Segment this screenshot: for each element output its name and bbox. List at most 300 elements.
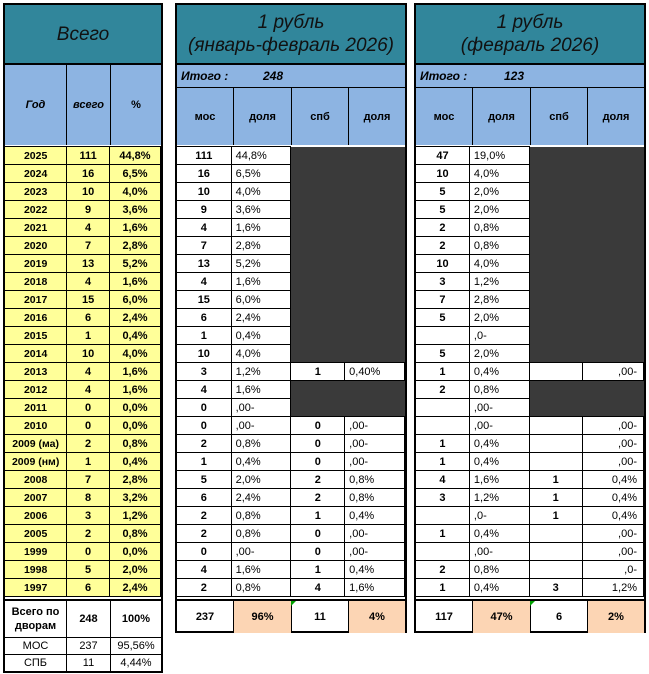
mos-cell: 5 — [416, 345, 470, 363]
mos-cell: 2 — [416, 219, 470, 237]
header-share-spb: доля — [588, 88, 644, 145]
total-spb: 6 — [531, 601, 588, 633]
mos-cell: 4 — [416, 471, 470, 489]
count-cell: 10 — [67, 345, 110, 363]
share-mos-cell: 0,8% — [469, 561, 529, 579]
data-row — [416, 381, 644, 399]
share-mos-cell: 1,6% — [231, 561, 291, 579]
mos-cell — [416, 327, 470, 345]
data-row — [416, 309, 644, 327]
share-mos-cell: 0,8% — [231, 507, 291, 525]
mos-cell: 4 — [177, 561, 232, 579]
year-cell: 1997 — [5, 579, 67, 597]
share-spb-cell — [582, 219, 643, 237]
share-mos-cell: 4,0% — [469, 165, 529, 183]
feb-block — [414, 3, 646, 633]
share-spb-cell — [582, 201, 643, 219]
year-cell: 2009 (ма) — [5, 435, 67, 453]
year-row — [5, 579, 161, 597]
share-spb-cell — [345, 381, 405, 399]
mos-cell: 1 — [416, 525, 470, 543]
percent-cell: 2,8% — [109, 237, 160, 255]
data-row — [416, 327, 644, 345]
mos-cell: 0 — [177, 399, 232, 417]
mos-cell: 111 — [177, 147, 232, 165]
mos-cell: 1 — [177, 453, 232, 471]
total-mos: 117 — [416, 601, 473, 633]
spb-cell — [291, 273, 345, 291]
mos-cell: 5 — [416, 201, 470, 219]
mos-cell: 2 — [416, 237, 470, 255]
data-row — [177, 489, 405, 507]
year-row — [5, 345, 161, 363]
data-row — [416, 561, 644, 579]
total-share-spb: 2% — [588, 601, 644, 633]
percent-cell: 1,6% — [109, 381, 160, 399]
data-row — [177, 561, 405, 579]
mos-cell: 2 — [177, 525, 232, 543]
count-cell: 16 — [67, 165, 110, 183]
share-spb-cell: ,00- — [582, 525, 643, 543]
year-row — [5, 363, 161, 381]
year-cell: 2009 (нм) — [5, 453, 67, 471]
share-spb-cell: 0,4% — [582, 489, 643, 507]
data-row — [416, 255, 644, 273]
share-mos-cell: 1,6% — [231, 381, 291, 399]
percent-cell: 6,5% — [109, 165, 160, 183]
year-row — [5, 543, 161, 561]
feb-table — [415, 146, 644, 597]
header-mos: мос — [416, 88, 473, 145]
share-mos-cell: 1,6% — [231, 219, 291, 237]
share-mos-cell: 5,2% — [231, 255, 291, 273]
share-spb-cell: ,00- — [345, 435, 405, 453]
spb-cell: 1 — [291, 363, 345, 381]
mos-cell: 7 — [177, 237, 232, 255]
spb-cell — [529, 201, 582, 219]
data-row — [416, 435, 644, 453]
share-mos-cell: 1,6% — [469, 471, 529, 489]
share-spb-cell: ,00- — [345, 417, 405, 435]
share-spb-cell — [582, 399, 643, 417]
count-cell: 13 — [67, 255, 110, 273]
spb-cell — [529, 381, 582, 399]
share-mos-cell: 0,8% — [469, 219, 529, 237]
spb-cell: 1 — [529, 507, 582, 525]
mos-cell: 2 — [416, 561, 470, 579]
data-row — [416, 219, 644, 237]
data-row — [416, 363, 644, 381]
share-mos-cell: 2,4% — [231, 309, 291, 327]
data-row — [416, 579, 644, 597]
count-cell: 9 — [67, 201, 110, 219]
share-mos-cell: 0,4% — [469, 525, 529, 543]
share-mos-cell: 1,2% — [469, 273, 529, 291]
year-row — [5, 435, 161, 453]
header-spb: спб — [292, 88, 349, 145]
share-mos-cell: 1,6% — [231, 273, 291, 291]
data-row — [416, 147, 644, 165]
share-mos-cell: 1,2% — [231, 363, 291, 381]
data-row — [177, 201, 405, 219]
spb-cell — [529, 183, 582, 201]
share-mos-cell: 4,0% — [231, 183, 291, 201]
data-row — [177, 255, 405, 273]
spb-cell: 0 — [291, 525, 345, 543]
spb-cell — [291, 345, 345, 363]
spb-cell: 0 — [291, 417, 345, 435]
share-spb-cell: ,00- — [582, 543, 643, 561]
mos-cell — [416, 543, 470, 561]
share-spb-cell: 0,4% — [582, 507, 643, 525]
mos-cell: 0 — [177, 543, 232, 561]
year-row — [5, 471, 161, 489]
summary-table — [4, 146, 161, 597]
year-cell: 2021 — [5, 219, 67, 237]
percent-cell: 2,4% — [109, 579, 160, 597]
spb-cell: 1 — [291, 507, 345, 525]
summary-total-row — [5, 599, 161, 638]
header-mos: мос — [177, 88, 234, 145]
data-row — [177, 309, 405, 327]
itogo-value: 248 — [263, 69, 284, 83]
share-mos-cell: 2,0% — [469, 345, 529, 363]
feb-header — [416, 88, 644, 145]
jan-feb-title-line1: 1 рубль — [257, 12, 325, 33]
percent-cell: 0,8% — [109, 525, 160, 543]
share-spb-cell — [345, 255, 405, 273]
mos-cell: 1 — [416, 453, 470, 471]
spb-cell — [529, 543, 582, 561]
share-spb-cell — [345, 309, 405, 327]
total-share-spb: 4% — [349, 601, 405, 633]
percent-cell: 2,0% — [109, 561, 160, 579]
jan-feb-title — [177, 5, 405, 65]
percent-cell: 2,4% — [109, 309, 160, 327]
spb-cell: 2 — [291, 489, 345, 507]
year-cell: 2012 — [5, 381, 67, 399]
spb-cell — [529, 219, 582, 237]
mos-cell: 10 — [177, 345, 232, 363]
data-row — [416, 345, 644, 363]
year-cell: 2011 — [5, 399, 67, 417]
share-mos-cell: 2,0% — [231, 471, 291, 489]
percent-cell: 3,2% — [109, 489, 160, 507]
data-row — [177, 507, 405, 525]
year-row — [5, 453, 161, 471]
spb-cell — [529, 237, 582, 255]
share-spb-cell: ,00- — [582, 417, 643, 435]
share-mos-cell: 2,0% — [469, 309, 529, 327]
total-spb: 11 — [292, 601, 349, 633]
share-mos-cell: ,0- — [469, 327, 529, 345]
count-cell: 7 — [67, 471, 110, 489]
mos-cell: 2 — [416, 381, 470, 399]
share-mos-cell: 0,8% — [231, 525, 291, 543]
percent-cell: 0,0% — [109, 417, 160, 435]
share-mos-cell: ,00- — [469, 543, 529, 561]
year-cell: 2016 — [5, 309, 67, 327]
share-spb-cell: ,00- — [582, 435, 643, 453]
mos-cell: 3 — [416, 273, 470, 291]
jan-feb-header — [177, 88, 405, 145]
jan-feb-title-line2: (январь-февраль 2026) — [188, 35, 394, 56]
spb-cell — [529, 525, 582, 543]
mos-cell: 2 — [177, 579, 232, 597]
share-mos-cell: 44,8% — [231, 147, 291, 165]
year-row — [5, 237, 161, 255]
mos-cell: 9 — [177, 201, 232, 219]
year-cell: 2019 — [5, 255, 67, 273]
data-row — [416, 507, 644, 525]
mos-cell: 1 — [416, 579, 470, 597]
data-row — [416, 399, 644, 417]
share-spb-cell: 0,8% — [345, 489, 405, 507]
data-row — [416, 417, 644, 435]
spb-cell — [291, 291, 345, 309]
share-spb-cell — [582, 237, 643, 255]
share-mos-cell: 0,8% — [469, 237, 529, 255]
count-cell: 2 — [67, 525, 110, 543]
data-row — [177, 237, 405, 255]
spb-cell: 2 — [291, 471, 345, 489]
share-mos-cell: 3,6% — [231, 201, 291, 219]
percent-cell: 2,8% — [109, 471, 160, 489]
percent-cell: 1,6% — [109, 273, 160, 291]
share-spb-cell — [582, 147, 643, 165]
header-year: Год — [5, 65, 67, 145]
year-row — [5, 183, 161, 201]
year-row — [5, 327, 161, 345]
percent-cell: 4,0% — [109, 183, 160, 201]
year-cell: 1999 — [5, 543, 67, 561]
share-mos-cell: 2,4% — [231, 489, 291, 507]
year-row — [5, 309, 161, 327]
total-pct: 100% — [121, 613, 151, 625]
count-cell: 5 — [67, 561, 110, 579]
mos-cell: 6 — [177, 489, 232, 507]
data-row — [177, 399, 405, 417]
feb-title — [416, 5, 644, 65]
share-spb-cell — [582, 327, 643, 345]
spb-cell — [291, 183, 345, 201]
year-row — [5, 201, 161, 219]
data-row — [416, 525, 644, 543]
itogo-value: 123 — [504, 69, 525, 83]
spb-cell — [529, 309, 582, 327]
share-spb-cell — [582, 381, 643, 399]
count-cell: 4 — [67, 219, 110, 237]
year-row — [5, 525, 161, 543]
share-mos-cell: 6,0% — [231, 291, 291, 309]
share-mos-cell: 0,4% — [231, 327, 291, 345]
share-spb-cell — [345, 327, 405, 345]
feb-title-line1: 1 рубль — [496, 12, 564, 33]
share-spb-cell — [345, 237, 405, 255]
percent-cell: 5,2% — [109, 255, 160, 273]
mos-cell: 2 — [177, 507, 232, 525]
share-mos-cell: 0,4% — [469, 363, 529, 381]
spb-cell: 3 — [529, 579, 582, 597]
share-spb-cell — [582, 273, 643, 291]
share-mos-cell: 1,2% — [469, 489, 529, 507]
share-mos-cell: 0,4% — [469, 579, 529, 597]
header-spb: спб — [531, 88, 588, 145]
share-mos-cell: 4,0% — [469, 255, 529, 273]
data-row — [177, 327, 405, 345]
share-mos-cell: 4,0% — [231, 345, 291, 363]
share-mos-cell: 2,0% — [469, 201, 529, 219]
spb-cell — [529, 345, 582, 363]
count-cell: 4 — [67, 363, 110, 381]
data-row — [416, 489, 644, 507]
share-spb-cell — [582, 165, 643, 183]
data-row — [177, 147, 405, 165]
data-row — [416, 273, 644, 291]
year-row — [5, 147, 161, 165]
mos-cell: 4 — [177, 273, 232, 291]
total-share-mos: 96% — [234, 601, 292, 633]
data-row — [177, 453, 405, 471]
share-mos-cell: 0,8% — [231, 435, 291, 453]
year-row — [5, 399, 161, 417]
feb-title-line2: (февраль 2026) — [460, 35, 600, 56]
spb-cell — [529, 165, 582, 183]
share-mos-cell: 0,8% — [231, 579, 291, 597]
comment-marker — [530, 601, 535, 606]
header-share-mos: доля — [234, 88, 292, 145]
share-spb-cell: 0,4% — [345, 507, 405, 525]
count-cell: 111 — [67, 147, 110, 165]
percent-cell: 1,2% — [109, 507, 160, 525]
year-cell: 2018 — [5, 273, 67, 291]
share-spb-cell — [345, 273, 405, 291]
spb-cell: 1 — [529, 489, 582, 507]
year-cell: 2007 — [5, 489, 67, 507]
mos-cell: 1 — [416, 363, 470, 381]
mos-cell: 15 — [177, 291, 232, 309]
share-spb-cell: 0,4% — [582, 471, 643, 489]
year-row — [5, 219, 161, 237]
total-mos: 237 — [177, 601, 234, 633]
share-mos-cell: 0,4% — [469, 435, 529, 453]
spb-cell — [291, 237, 345, 255]
count-cell: 4 — [67, 381, 110, 399]
summary-header — [5, 65, 161, 145]
mos-cell: 10 — [416, 165, 470, 183]
data-row — [177, 543, 405, 561]
spb-cell — [291, 309, 345, 327]
mos-cell: 10 — [416, 255, 470, 273]
spb-cell — [291, 165, 345, 183]
year-row — [5, 507, 161, 525]
spb-cell — [529, 399, 582, 417]
share-spb-cell: 1,2% — [582, 579, 643, 597]
share-mos-cell: 2,0% — [469, 183, 529, 201]
spb-cell: 0 — [291, 543, 345, 561]
data-row — [177, 363, 405, 381]
share-mos-cell: 0,4% — [231, 453, 291, 471]
count-cell: 1 — [67, 327, 110, 345]
share-spb-cell: ,00- — [345, 543, 405, 561]
share-spb-cell — [345, 201, 405, 219]
percent-cell: 0,0% — [109, 543, 160, 561]
total-count: 248 — [67, 601, 111, 637]
mos-cell: 7 — [416, 291, 470, 309]
mos-row — [5, 638, 161, 655]
year-cell: 2020 — [5, 237, 67, 255]
mos-cell: 5 — [416, 183, 470, 201]
share-spb-cell — [345, 219, 405, 237]
percent-cell: 4,0% — [109, 345, 160, 363]
share-spb-cell — [345, 399, 405, 417]
data-row — [416, 291, 644, 309]
data-row — [177, 435, 405, 453]
comment-marker — [291, 601, 296, 606]
share-mos-cell: ,00- — [231, 399, 291, 417]
mos-cell: 1 — [177, 327, 232, 345]
share-spb-cell — [345, 291, 405, 309]
mos-label: МОС — [5, 638, 67, 654]
year-row — [5, 489, 161, 507]
spb-row — [5, 655, 161, 671]
year-cell: 2006 — [5, 507, 67, 525]
data-row — [177, 417, 405, 435]
feb-itogo — [416, 65, 644, 88]
share-spb-cell — [582, 345, 643, 363]
count-cell: 0 — [67, 543, 110, 561]
percent-cell: 3,6% — [109, 201, 160, 219]
percent-cell: 1,6% — [109, 219, 160, 237]
share-mos-cell: 2,8% — [231, 237, 291, 255]
data-row — [177, 219, 405, 237]
header-total: всего — [67, 65, 111, 145]
spb-cell — [529, 327, 582, 345]
year-cell: 2008 — [5, 471, 67, 489]
percent-cell: 1,6% — [109, 363, 160, 381]
jan-feb-block — [175, 3, 407, 633]
share-mos-cell: 6,5% — [231, 165, 291, 183]
percent-cell: 44,8% — [109, 147, 160, 165]
data-row — [416, 165, 644, 183]
count-cell: 4 — [67, 273, 110, 291]
spb-cell: 4 — [291, 579, 345, 597]
spb-cell — [529, 417, 582, 435]
mos-cell: 47 — [416, 147, 470, 165]
spb-cell: 1 — [529, 471, 582, 489]
spb-cell — [529, 147, 582, 165]
mos-cell: 5 — [177, 471, 232, 489]
data-row — [416, 543, 644, 561]
data-row — [177, 579, 405, 597]
share-spb-cell: ,00- — [582, 453, 643, 471]
itogo-label: Итого : — [420, 69, 468, 83]
share-mos-cell: 19,0% — [469, 147, 529, 165]
share-mos-cell: ,0- — [469, 507, 529, 525]
share-spb-cell: ,00- — [345, 525, 405, 543]
share-mos-cell: ,00- — [469, 399, 529, 417]
spb-cell — [291, 399, 345, 417]
year-cell: 2010 — [5, 417, 67, 435]
header-percent: % — [111, 65, 161, 145]
year-cell: 2013 — [5, 363, 67, 381]
mos-cell — [416, 417, 470, 435]
spb-cell — [291, 219, 345, 237]
data-row — [177, 183, 405, 201]
mos-count: 237 — [67, 638, 111, 654]
spb-cell — [529, 273, 582, 291]
spb-cell — [529, 435, 582, 453]
